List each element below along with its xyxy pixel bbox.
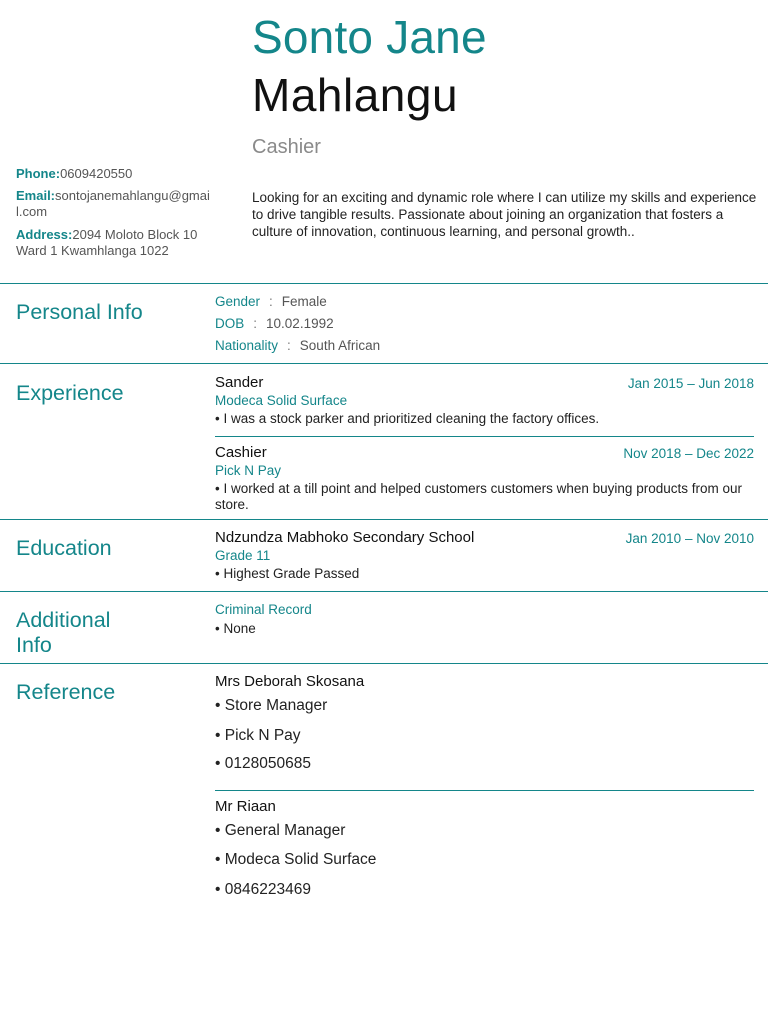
info-gender [215,294,327,309]
entry-divider [215,436,754,437]
address-label: Address: [16,227,73,242]
phone-label: Phone: [16,166,61,181]
reference-detail: • General Manager [215,822,346,839]
section-divider [0,519,768,520]
job-title: Cashier [252,136,321,158]
profile-summary: Looking for an exciting and dynamic role where I can utilize my skills and experience to drive tangible results. Passionate about joining an organization that fosters a culture of innovation, continuous learning, and personal growth.. [252,190,757,239]
info-sep: : [287,338,291,353]
experience-company: Pick N Pay [215,463,282,478]
additional-info-value: • None [215,621,256,636]
education-dates: Jan 2010 – Nov 2010 [625,531,754,546]
phone-value: 0609420550 [60,166,133,181]
reference-detail: • Modeca Solid Surface [215,851,377,868]
info-value: South African [299,338,381,353]
section-divider [0,283,768,284]
reference-detail: • 0846223469 [215,881,311,898]
info-key: Gender [215,294,261,309]
email-label: Email: [16,188,56,203]
info-value: Female [281,294,327,309]
experience-dates: Nov 2018 – Dec 2022 [623,446,754,461]
section-title-experience: Experience [16,381,124,405]
section-title-reference: Reference [16,680,116,704]
section-title-line: Info [16,633,52,657]
experience-role: Cashier [215,444,267,461]
info-nationality [215,338,380,353]
info-sep: : [253,316,258,331]
reference-detail: • 0128050685 [215,755,311,772]
section-title-education: Education [16,536,112,560]
section-title-personal-info: Personal Info [16,300,143,324]
experience-description: • I was a stock parker and prioritized cleaning the factory offices. [215,411,600,426]
section-divider [0,363,768,364]
reference-detail: • Store Manager [215,697,328,714]
experience-role: Sander [215,374,264,391]
info-key: DOB [215,316,245,331]
info-key: Nationality [215,338,279,353]
contact-phone [16,166,211,182]
section-title-line: Additional [16,608,111,632]
entry-divider [215,790,754,791]
info-value: 10.02.1992 [266,316,334,331]
section-title-additional-info [16,608,110,658]
contact-address [16,227,211,259]
reference-detail: • Pick N Pay [215,727,301,744]
section-divider [0,663,768,664]
first-name: Sonto Jane [252,11,487,63]
reference-name: Mr Riaan [215,798,276,815]
contact-email [16,188,211,220]
info-dob [215,316,334,331]
email-value: sontojanemahlangu@gmail.com [16,188,210,219]
address-value: 2094 Moloto Block 10 Ward 1 Kwamhlanga 1022 [16,227,198,258]
experience-dates: Jan 2015 – Jun 2018 [627,376,754,391]
additional-info-label: Criminal Record [215,602,312,617]
education-grade: Grade 11 [215,548,271,563]
experience-company: Modeca Solid Surface [215,393,348,408]
education-school: Ndzundza Mabhoko Secondary School [215,529,475,546]
education-description: • Highest Grade Passed [215,566,360,581]
info-sep: : [269,294,273,309]
experience-description: • I worked at a till point and helped customers customers when buying products from our store. [215,481,742,512]
reference-name: Mrs Deborah Skosana [215,673,365,690]
section-divider [0,591,768,592]
last-name: Mahlangu [252,69,459,121]
